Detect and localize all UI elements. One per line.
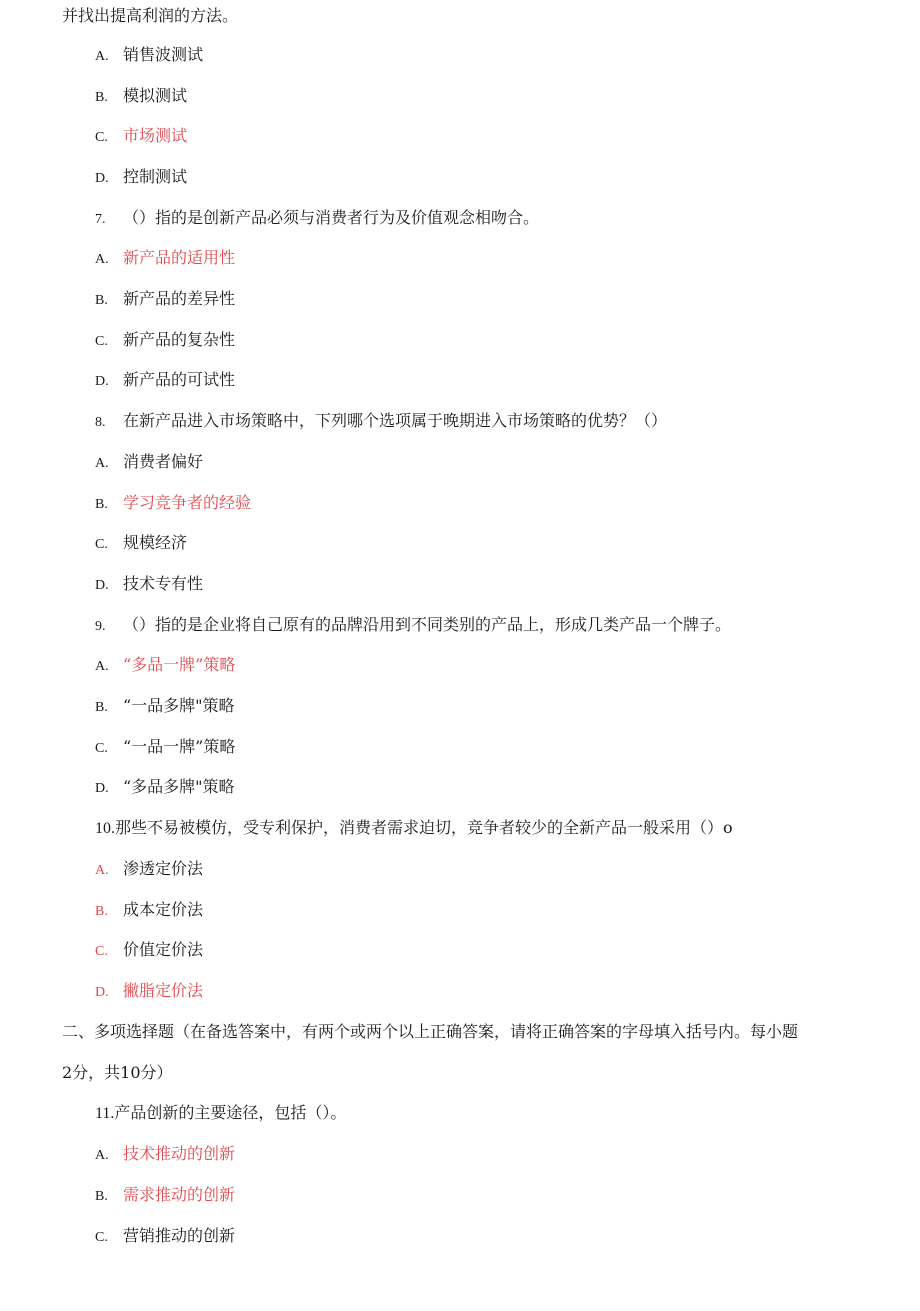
q8-option-d xyxy=(95,574,203,594)
q7-option-d xyxy=(95,370,235,390)
question-text: 在新产品进入市场策略中，下列哪个选项属于晚期进入市场策略的优势？（） xyxy=(123,411,668,430)
section-2-heading-line1: 二、多项选择题（在备选答案中，有两个或两个以上正确答案，请将正确答案的字母填入括号内。每小题 xyxy=(62,1022,799,1041)
question-9 xyxy=(95,615,731,635)
option-label-correct: D. xyxy=(95,985,109,1000)
option-text: 消费者偏好 xyxy=(123,452,204,471)
option-label-correct: B. xyxy=(95,904,108,919)
q10-option-a xyxy=(95,859,203,879)
option-text: “一品一牌”策略 xyxy=(123,737,236,756)
option-label-correct: A. xyxy=(95,863,109,878)
option-text-correct: 需求推动的创新 xyxy=(123,1185,236,1204)
question-number: 10. xyxy=(95,820,115,837)
option-label: D. xyxy=(95,374,109,389)
question-text: （）指的是企业将自己原有的品牌沿用到不同类别的产品上，形成几类产品一个牌子。 xyxy=(123,615,732,634)
option-text: 控制测试 xyxy=(123,167,188,186)
q6-option-b xyxy=(95,86,187,106)
q11-option-a xyxy=(95,1144,235,1164)
option-label: C. xyxy=(95,1230,108,1245)
question-10 xyxy=(95,818,733,838)
q7-option-b xyxy=(95,289,235,309)
option-label: C. xyxy=(95,741,108,756)
option-text: 新产品的复杂性 xyxy=(123,330,236,349)
question-text: （）指的是创新产品必须与消费者行为及价值观念相吻合。 xyxy=(123,208,540,227)
option-label: C. xyxy=(95,537,108,552)
option-label: A. xyxy=(95,1148,109,1163)
question-7 xyxy=(95,208,539,228)
option-text: 新产品的可试性 xyxy=(123,370,236,389)
option-label: C. xyxy=(95,130,108,145)
question-11 xyxy=(95,1103,346,1123)
option-text: 技术专有性 xyxy=(123,574,204,593)
q7-option-c xyxy=(95,330,235,350)
q6-option-c xyxy=(95,126,187,146)
option-text: “多品多牌"策略 xyxy=(123,777,235,796)
question-text: 那些不易被模仿，受专利保护，消费者需求迫切，竞争者较少的全新产品一般采用（）o xyxy=(115,818,733,837)
option-text-correct: 撇脂定价法 xyxy=(123,981,204,1000)
question-text: 产品创新的主要途径，包括（）。 xyxy=(114,1103,347,1122)
option-label-correct: C. xyxy=(95,944,108,959)
q9-option-a xyxy=(95,655,235,675)
option-text: 新产品的差异性 xyxy=(123,289,236,308)
option-label: B. xyxy=(95,1189,108,1204)
q10-option-b xyxy=(95,900,203,920)
intro-text: 并找出提高利润的方法。 xyxy=(62,6,239,25)
q9-option-d xyxy=(95,777,235,797)
q7-option-a xyxy=(95,248,235,268)
q11-option-b xyxy=(95,1185,235,1205)
option-text: 成本定价法 xyxy=(123,900,204,919)
question-number: 8. xyxy=(95,415,106,430)
option-label: D. xyxy=(95,781,109,796)
option-text: 营销推动的创新 xyxy=(123,1226,236,1245)
option-label: A. xyxy=(95,659,109,674)
option-text-correct: 技术推动的创新 xyxy=(123,1144,236,1163)
q8-option-c xyxy=(95,533,187,553)
option-text: 销售波测试 xyxy=(123,45,204,64)
q11-option-c xyxy=(95,1226,235,1246)
option-label: A. xyxy=(95,456,109,471)
option-label: C. xyxy=(95,334,108,349)
question-number: 11. xyxy=(95,1105,115,1122)
option-label: D. xyxy=(95,578,109,593)
q8-option-a xyxy=(95,452,203,472)
question-number: 7. xyxy=(95,212,106,227)
option-text-correct: 新产品的适用性 xyxy=(123,248,236,267)
option-text-correct: “多品一牌”策略 xyxy=(123,655,236,674)
q10-option-d xyxy=(95,981,203,1001)
q9-option-b xyxy=(95,696,235,716)
option-text: 模拟测试 xyxy=(123,86,188,105)
q6-option-a xyxy=(95,45,203,65)
option-text: “一品多牌"策略 xyxy=(123,696,235,715)
option-label: B. xyxy=(95,700,108,715)
option-label: B. xyxy=(95,497,108,512)
q8-option-b xyxy=(95,493,251,513)
option-text-correct: 学习竞争者的经验 xyxy=(123,493,252,512)
option-label: B. xyxy=(95,90,108,105)
option-label: A. xyxy=(95,252,109,267)
option-label: A. xyxy=(95,49,109,64)
option-text: 渗透定价法 xyxy=(123,859,204,878)
option-label: B. xyxy=(95,293,108,308)
q9-option-c xyxy=(95,737,235,757)
q6-option-d xyxy=(95,167,187,187)
option-label: D. xyxy=(95,171,109,186)
option-text-correct: 市场测试 xyxy=(123,126,188,145)
q10-option-c xyxy=(95,940,203,960)
option-text: 价值定价法 xyxy=(123,940,204,959)
question-8 xyxy=(95,411,667,431)
section-2-heading-line2: 2分，共10分） xyxy=(62,1063,173,1082)
question-number: 9. xyxy=(95,619,106,634)
option-text: 规模经济 xyxy=(123,533,188,552)
